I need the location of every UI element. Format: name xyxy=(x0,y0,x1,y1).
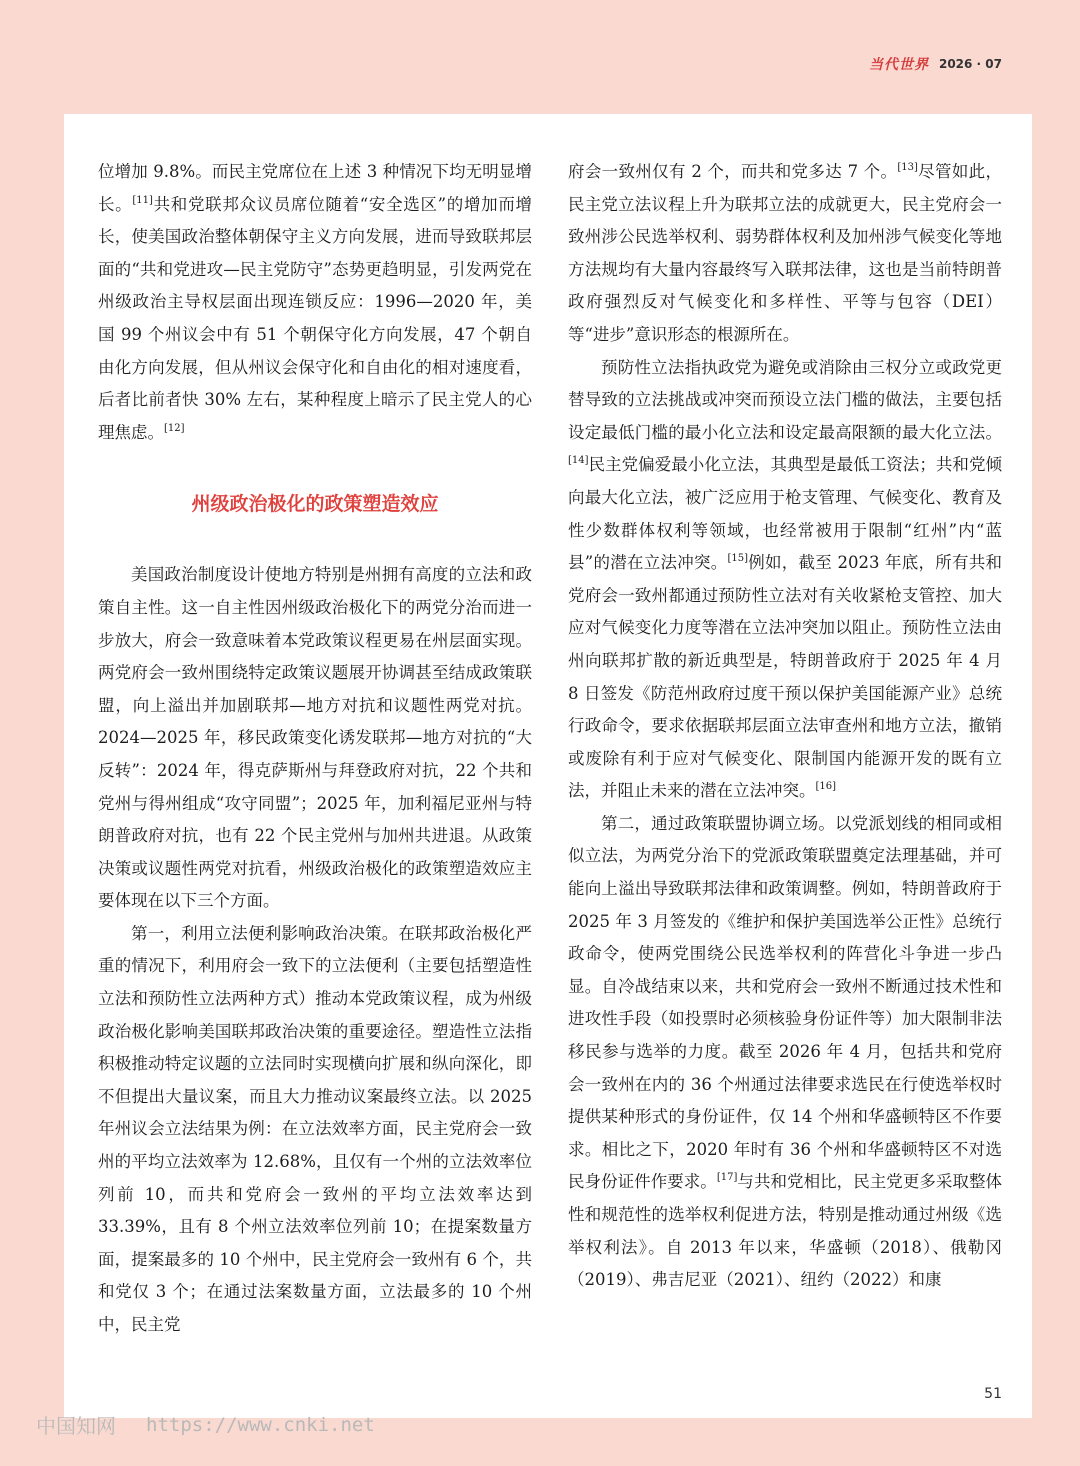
footnote-ref[interactable]: [15] xyxy=(727,553,748,565)
footnote-ref[interactable]: [14] xyxy=(568,455,589,467)
footnote-ref[interactable]: [13] xyxy=(897,162,918,173)
right-column xyxy=(568,156,1002,1297)
watermark xyxy=(36,1410,375,1439)
footnote-ref[interactable]: [12] xyxy=(164,422,185,434)
page-header xyxy=(869,54,1002,74)
watermark-url[interactable]: https://www.cnki.net xyxy=(146,1413,375,1436)
paragraph: 第一，利用立法便利影响政治决策。在联邦政治极化严重的情况下，利用府会一致下的立法便利（主要包括塑造性立法和预防性立法两种方式）推动本党政策议程，成为州级政治极化影响美国联邦政治决策的重要途径。塑造性立法指积极推动特定议题的立法同时实现横向扩展和纵向深化，即不但提出大量议案，而且大力推动议案最终立法。以 2025 年州议会立法结果为例：在立法效率方面，民主党府会一致州的平均立法效率为 12.68%，且仅有一个州的立法效率位列前 10，而共和党府会一致州的平均立法效率达到 33.39%，且有 8 个州立法效率位列前 10；在提案数量方面，提案最多的 10 个州中，民主党府会一致州有 6 个，共和党仅 3 个；在通过法案数量方面，立法最多的 10 个州中，民主党 xyxy=(98,923,532,1334)
footnote-ref[interactable]: [11] xyxy=(132,194,153,206)
page-sheet xyxy=(64,114,1032,1418)
paragraph: 预防性立法指执政党为避免或消除由三权分立或政党更替导致的立法挑战或冲突而预设立法门槛的做法，主要包括设定最低门槛的最小化立法和设定最高限额的最大化立法。[14]民主党偏爱最小化立法，其典型是最低工资法；共和党倾向最大化立法，被广泛应用于枪支管理、气候变化、教育及性少数群体权利等领域，也经常被用于限制“红州”内“蓝县”的潜在立法冲突。[15]例如，截至 2023 年底，所有共和党府会一致州都通过预防性立法对有关收紧枪支管控、加大应对气候变化力度等潜在立法冲突加以阻止。预防性立法由州向联邦扩散的新近典型是，特朗普政府于 2025 年 4 月 8 日签发《防范州政府过度干预以保护美国能源产业》总统行政命令，要求依据联邦层面立法审查州和地方立法，撤销或废除有利于应对气候变化、限制国内能源开发的既有立法，并阻止未来的潜在立法冲突。[16] xyxy=(568,357,1003,801)
paragraph: 第二，通过政策联盟协调立场。以党派划线的相同或相似立法，为两党分治下的党派政策联盟奠定法理基础，并可能向上溢出导致联邦法律和政策调整。例如，特朗普政府于 2025 年 3 月签发的《维护和保护美国选举公正性》总统行政命令，使两党围绕公民选举权利的阵营化斗争进一步凸显。自冷战结束以来，共和党府会一致州不断通过技术性和进攻性手段（如投票时必须核验身份证件等）加大限制非法移民参与选举的力度。截至 2026 年 4 月，包括共和党府会一致州在内的 36 个州通过法律要求选民在行使选举权时提供某种形式的身份证件，仅 14 个州和华盛顿特区不作要求。相比之下，2020 年时有 36 个州和华盛顿特区不对选民身份证件作要求。[17]与共和党相比，民主党更多采取整体性和规范性的选举权利促进方法，特别是推动通过州级《选举权利法》。自 2013 年以来，华盛顿（2018）、俄勒冈（2019）、弗吉尼亚（2021）、纽约（2022）和康 xyxy=(568,813,1003,1290)
paragraph: 美国政治制度设计使地方特别是州拥有高度的立法和政策自主性。这一自主性因州级政治极化下的两党分治而进一步放大，府会一致意味着本党政策议程更易在州层面实现。两党府会一致州围绕特定政策议题展开协调甚至结成政策联盟，向上溢出并加剧联邦—地方对抗和议题性两党对抗。2024—2025 年，移民政策变化诱发联邦—地方对抗的“大反转”：2024 年，得克萨斯州与拜登政府对抗，22 个共和党州与得州组成“攻守同盟”；2025 年，加利福尼亚州与特朗普政府对抗，也有 22 个民主党州与加州共进退。从政策决策或议题性两党对抗看，州级政治极化的政策塑造效应主要体现在以下三个方面。 xyxy=(98,565,532,911)
footnote-ref[interactable]: [16] xyxy=(815,781,837,793)
magazine-logo: 当代世界 xyxy=(868,57,929,73)
issue-label: 2026 · 07 xyxy=(938,57,1002,71)
paragraph: 位增加 9.8%。而民主党席位在上述 3 种情况下均无明显增长。[11]共和党联邦众议员席位随着“安全选区”的增加而增长，使美国政治整体朝保守主义方向发展，进而导致联邦层面的“共和党进攻—民主党防守”态势更趋明显，引发两党在州级政治主导权层面出现连锁反应：1996—2020 年，美国 99 个州议会中有 51 个朝保守化方向发展，47 个朝自由化方向发展，但从州议会保守化和自由化的相对速度看，后者比前者快 30% 左右，某种程度上暗示了民主党人的心理焦虑。[12] xyxy=(98,162,533,442)
paragraph: 府会一致州仅有 2 个，而共和党多达 7 个。[13]尽管如此，民主党立法议程上升为联邦立法的成就更大，民主党府会一致州涉公民选举权利、弱势群体权利及加州涉气候变化等地方法规均有大量内容最终写入联邦法律，这也是当前特朗普政府强烈反对气候变化和多样性、平等与包容（DEI）等“进步”意识形态的根源所在。 xyxy=(568,162,1002,344)
left-column xyxy=(98,156,532,1342)
section-title: 州级政治极化的政策塑造效应 xyxy=(191,493,439,516)
page-number: 51 xyxy=(984,1386,1002,1402)
watermark-cn: 中国知网 xyxy=(36,1414,116,1438)
footnote-ref[interactable]: [17] xyxy=(716,1172,738,1184)
